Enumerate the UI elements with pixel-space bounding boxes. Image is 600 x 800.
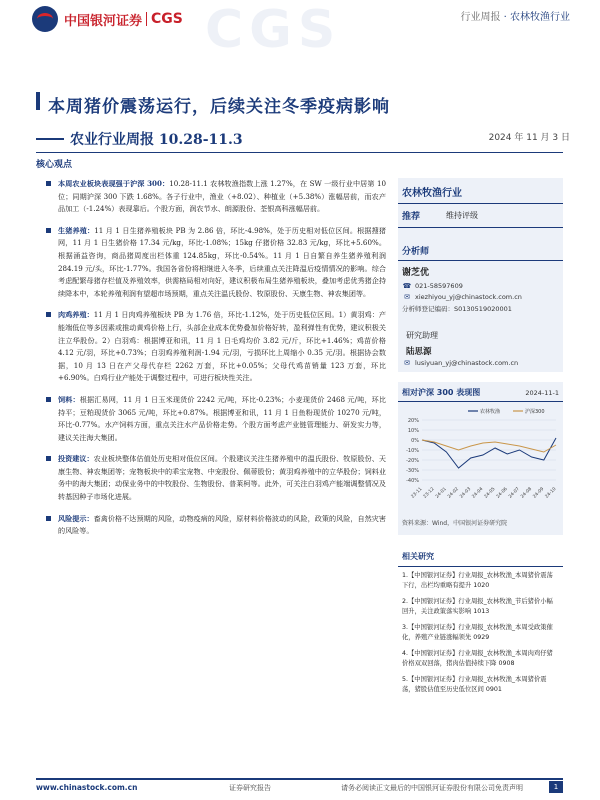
paragraph-risk — [46, 513, 386, 538]
x-tick-label: 23-12 — [422, 486, 436, 500]
paragraph-sector-performance — [46, 178, 386, 216]
bullet-icon — [46, 456, 51, 461]
sidebar-industry: 农林牧渔行业 — [398, 178, 563, 204]
paragraph-chicken — [46, 309, 386, 385]
related-item[interactable]: 4.【中国银河证券】行业周报_农林牧渔_本周肉鸡仔猪价格双双回落，猪肉估值持续下降 0908 — [402, 650, 553, 667]
paragraph-text: 农业板块整体估值处历史相对低位区间。个股建议关注生猪养殖中的温氏股份、牧原股份、天康生物、神农集团等；宠物板块中的乖宝宠物、中宠股份、佩蒂股份；黄羽鸡养殖中的立华股份；饲料业务中的海大集团；动保业务中的中牧股份、生物股份、普莱柯等。此外，可关注白羽鸡产能端调整情况及转基因种子市场化进展。 — [58, 454, 386, 502]
related-item[interactable]: 2.【中国银河证券】行业周报_农林牧渔_节后猪价小幅回升，关注政策落实影响 1013 — [402, 598, 553, 615]
y-tick-label: 10% — [407, 428, 419, 434]
logo-cgs: CGS — [151, 11, 183, 27]
paragraph-lead: 投资建议： — [58, 454, 94, 464]
page-footer — [36, 778, 563, 794]
rating-value: 维持评级 — [446, 211, 478, 220]
bullet-icon — [46, 228, 51, 233]
analyst-name: 谢芝优 — [402, 268, 430, 278]
related-item[interactable]: 5.【中国银河证券】行业周报_农林牧渔_本周猪价震荡，猪股估值至历史低位区间 0901 — [402, 676, 547, 693]
paragraph-lead: 生猪养殖： — [58, 225, 95, 235]
related-item[interactable]: 3.【中国银河证券】行业周报_农林牧渔_本周受政策催化，养殖产业链涨幅领先 0929 — [402, 624, 553, 641]
reg-label: 分析师登记编码： — [402, 305, 454, 313]
paragraph-text: 根据汇易网，11 月 1 日玉米现货价 2242 元/吨，环比-0.23%；小麦现货价 2468 元/吨，环比持平；豆粕现货价 3065 元/吨，环比+0.87%。根据博亚和讯，11 月 1 日鱼粉现货价 10270 元/吨，环比-0.77%。水产饲料方面，重点关注水产品价格走势。个股方面考虑产业链管理能力、研发实力等，建议关注海大集团。 — [58, 394, 387, 442]
x-tick-label: 24-10 — [544, 486, 558, 500]
paragraph-feed — [46, 394, 386, 444]
core-views-label: 核心观点 — [36, 160, 73, 170]
y-tick-label: 20% — [407, 418, 419, 424]
chart-source: 资料来源：Wind，中国银河证券研究院 — [402, 520, 508, 527]
report-subtitle: 农业行业周报 10.28-11.3 — [70, 132, 243, 148]
mail-icon: ✉ — [404, 359, 410, 367]
x-tick-label: 24-01 — [434, 486, 448, 500]
analyst-phone — [402, 282, 559, 290]
analyst-card — [398, 261, 563, 372]
category-sep: · — [503, 12, 510, 23]
sidebar — [398, 178, 563, 697]
x-tick-label: 23-11 — [410, 486, 424, 500]
assistant-heading: 研究助理 — [406, 331, 438, 340]
related-heading: 相关研究 — [398, 547, 563, 567]
assistant-email[interactable] — [402, 359, 559, 367]
email-text[interactable]: lusiyuan_yj@chinastock.com.cn — [415, 359, 519, 367]
bullet-icon — [46, 397, 51, 402]
report-title: 本周猪价震荡运行，后续关注冬季疫病影响 — [48, 97, 390, 117]
x-tick-label: 24-09 — [532, 486, 546, 500]
company-logo — [32, 6, 183, 32]
paragraph-lead: 本周农业板块表现强于沪深 300： — [58, 179, 170, 188]
reg-number: S0130519020001 — [454, 304, 512, 313]
email-text[interactable]: xiezhiyou_yj@chinastock.com.cn — [415, 293, 522, 301]
logo-mark-icon — [32, 6, 58, 32]
paragraph-text: 10.28-11.1 农林牧渔指数上涨 1.27%，在 SW 一级行业中居第 10 位；同期沪深 300 下跌 1.68%。各子行业中，渔业（+8.02）、种植业（+5.38%）涨幅居前，而农产品加工（-1.24%）表现靠后。个股方面，润农节水、朗源股份、荃银高科涨幅居前。 — [58, 179, 386, 214]
logo-text: 中国银河证券 — [64, 13, 143, 29]
page-number: 1 — [549, 781, 563, 793]
phone-text: 021-58597609 — [415, 282, 463, 290]
category-label: 行业周报 — [460, 12, 501, 23]
analyst-registration — [402, 304, 559, 313]
rating-row — [398, 204, 563, 228]
assistant-name: 陆思源 — [406, 347, 432, 357]
rating-tag: 推荐 — [402, 212, 421, 222]
legend-label: 沪深300 — [525, 409, 545, 415]
footer-report-type: 证券研究报告 — [229, 784, 271, 792]
related-research — [398, 547, 563, 697]
logo-divider — [146, 12, 147, 26]
relative-performance-chart — [398, 382, 563, 535]
rating-box — [398, 178, 563, 372]
report-category — [460, 8, 570, 23]
paragraph-lead: 肉鸡养殖： — [58, 310, 94, 320]
x-tick-label: 24-08 — [520, 486, 534, 500]
subtitle-dash — [36, 138, 64, 140]
bullet-icon — [46, 312, 51, 317]
bullet-icon — [46, 516, 51, 521]
paragraph-hog — [46, 225, 386, 301]
footer-disclaimer: 请务必阅读正文最后的中国银河证券股份有限公司免责声明 — [341, 784, 523, 792]
paragraph-lead: 风险提示： — [58, 513, 94, 523]
paragraph-text: 畜禽价格不达预期的风险，动物疫病的风险，原材料价格波动的风险，政策的风险，自然灾害的风险等。 — [58, 513, 386, 536]
x-tick-label: 24-04 — [471, 486, 485, 500]
chart-date: 2024-11-1 — [525, 389, 559, 397]
legend-label: 农林牧渔 — [480, 409, 501, 415]
analyst-heading: 分析师 — [398, 238, 563, 261]
x-tick-label: 24-03 — [459, 486, 473, 500]
chart-header — [398, 382, 563, 402]
y-tick-label: 0% — [411, 438, 419, 444]
paragraph-investment — [46, 453, 386, 503]
page-header — [0, 0, 600, 60]
footer-website[interactable]: www.chinastock.com.cn — [36, 783, 138, 792]
x-tick-label: 24-02 — [447, 486, 460, 500]
phone-icon: ☎ — [402, 282, 412, 290]
paragraph-text: 11 月 1 日肉鸡养殖板块 PB 为 1.76 倍，环比-1.12%，处于历史低位区间。1）黄羽鸡：产能端低位等多因素或推动黄鸡价格上行，头部企业成本优势叠加价格好转，盈利弹性有优势，建议积极关注立华股份。2）白羽鸡：根据博亚和讯，11 月 1 日毛鸡均价 3.82 元/斤，环比+1.46%；鸡苗价格 4.12 元/羽，环比+0.73%；白羽鸡养殖利润-1.94 元/羽，亏损环比上周缩小 0.35 元/羽。根据协会数据，10 月 13 日在产父母代存栏 2262 万套，环比+0.05%；父母代鸡苗销量 123 万套，环比+6.90%。白鸡行业产能处于调整过程中，可进行板块性关注。 — [58, 310, 386, 383]
bullet-icon — [46, 181, 51, 186]
core-views — [46, 178, 386, 547]
analyst-email[interactable] — [402, 293, 559, 301]
chart-canvas — [398, 402, 563, 512]
chart-title: 相对沪深 300 表现图 — [402, 388, 481, 397]
y-tick-label: -20% — [406, 458, 419, 464]
mail-icon: ✉ — [404, 293, 410, 301]
related-item[interactable]: 1.【中国银河证券】行业周报_农林牧渔_本周猪价震荡下行，出栏均重略有提升 1020 — [402, 572, 553, 589]
y-tick-label: -40% — [406, 478, 419, 484]
y-tick-label: -10% — [406, 448, 419, 454]
title-block — [36, 92, 576, 149]
x-tick-label: 24-07 — [508, 486, 521, 500]
paragraph-lead: 饲料： — [58, 394, 80, 404]
header-watermark: CGS — [205, 0, 342, 60]
industry-label: 农林牧渔行业 — [510, 12, 570, 23]
report-date: 2024 年 11 月 3 日 — [488, 133, 570, 143]
paragraph-text: 11 月 1 日生猪养殖板块 PB 为 2.86 倍，环比-4.98%，处于历史相对低位区间。根据搜猪网，11 月 1 日生猪价格 17.34 元/kg，环比-1.08%；15kg 仔猪价格 32.83 元/kg，环比+5.60%。根据涌益咨询，商品猪周度出栏体重 124.85kg，环比-0.54%。11 月 1 日自繁自养生猪养殖利润 284.19 元/头，环比-1.77%。我国各省份将相继进入冬季，后续重点关注降温后疫情情况的影响。综合考虑配繁母猪存栏值及养殖效率，供需格局相对向好，建议积极布局生猪养殖板块，叠加考虑优秀猪企持续降本中，本轮养殖利润有望超市场预期，重点关注温氏股份、牧原股份、天康生物、神农集团等。 — [58, 225, 386, 298]
x-tick-label: 24-05 — [483, 486, 497, 500]
title-accent-bar — [36, 92, 40, 110]
y-tick-label: -30% — [406, 468, 419, 474]
x-tick-label: 24-06 — [495, 486, 509, 500]
section-divider — [36, 152, 563, 153]
